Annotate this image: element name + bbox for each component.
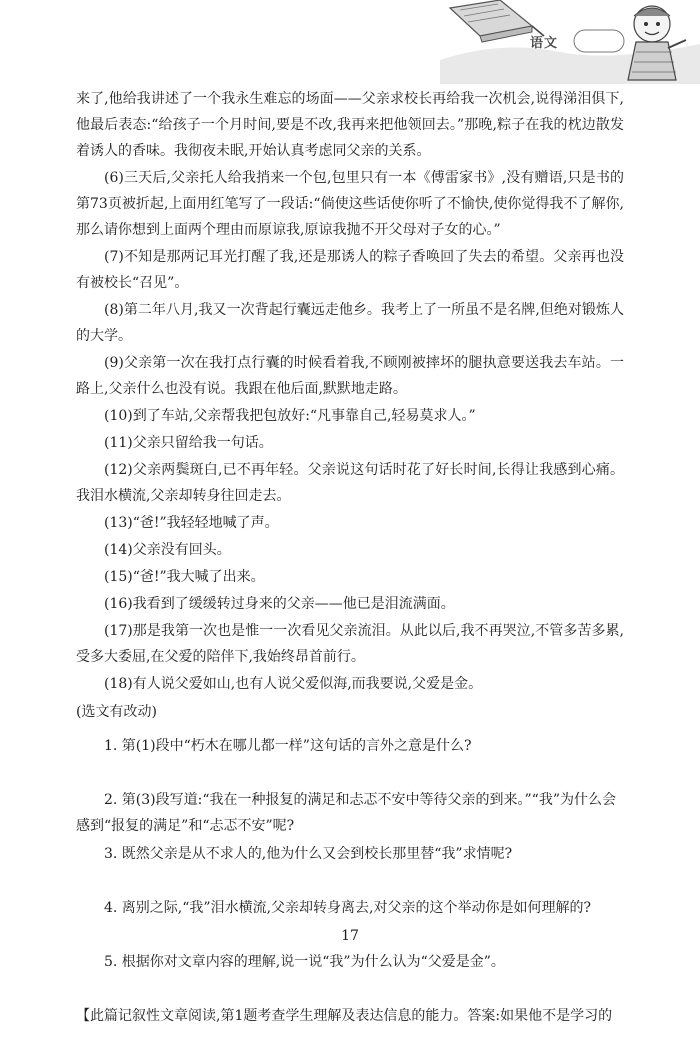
paragraph: 来了,他给我讲述了一个我永生难忘的场面——父亲求校长再给我一次机会,说得涕泪俱下,他最后表态:“给孩子一个月时间,要是不改,我再来把他领回去。”那晚,粽子在我的枕边散发着诱人的香味。我彻夜未眠,开始认真考虑同父亲的关系。 [76,91,624,159]
paragraph: (15)“爸!”我大喊了出来。 [104,569,265,585]
book-and-boy-icon [440,0,700,84]
paragraph: (11)父亲只留给我一句话。 [104,435,273,451]
answer-note: 【此篇记叙性文章阅读,第1题考查学生理解及表达信息的能力。答案:如果他不是学习的 [76,1008,613,1024]
paragraph: (18)有人说父爱如山,也有人说父爱似海,而我要说,父爱是金。 [104,676,483,692]
question-2: 2. 第(3)段写道:“我在一种报复的满足和忐忑不安中等待父亲的到来。”“我”为什么会感到“报复的满足”和“忐忑不安”呢? [76,792,616,834]
paragraph: (7)不知是那两记耳光打醒了我,还是那诱人的粽子香唤回了失去的希望。父亲再也没有被校长“召见”。 [76,249,624,291]
subject-label: 语文 [530,36,559,51]
question-3: 3. 既然父亲是从不求人的,他为什么又会到校长那里替“我”求情呢? [104,846,513,862]
paragraph: (9)父亲第一次在我打点行囊的时候看着我,不顾刚被摔坏的腿执意要送我去车站。一路上,父亲什么也没有说。我跟在他后面,默默地走路。 [76,355,624,397]
article-body [76,86,624,1043]
header-illustration [440,0,700,84]
paragraph: (14)父亲没有回头。 [104,542,231,558]
question-5: 5. 根据你对文章内容的理解,说一说“我”为什么认为“父爱是金”。 [104,954,505,970]
paragraph: (8)第二年八月,我又一次背起行囊远走他乡。我考上了一所虽不是名牌,但绝对锻炼人的大学。 [76,302,624,344]
source-note: (选文有改动) [76,704,157,720]
question-4: 4. 离别之际,“我”泪水横流,父亲却转身离去,对父亲的这个举动你是如何理解的? [104,900,591,916]
question-1: 1. 第(1)段中“朽木在哪儿都一样”这句话的言外之意是什么? [104,738,472,754]
paragraph: (6)三天后,父亲托人给我捎来一个包,包里只有一本《傅雷家书》,没有赠语,只是书的第73页被折起,上面用红笔写了一段话:“倘使这些话使你听了不愉快,使你觉得我不了解你,那么请你想到上面两个理由而原谅我,原谅我抛不开父母对子女的心。” [76,170,624,238]
paragraph: (16)我看到了缓缓转过身来的父亲——他已是泪流满面。 [104,596,455,612]
paragraph: (17)那是我第一次也是惟一一次看见父亲流泪。从此以后,我不再哭泣,不管多苦多累,受多大委屈,在父爱的陪伴下,我始终昂首前行。 [76,623,624,665]
paragraph: (10)到了车站,父亲帮我把包放好:“凡事靠自己,轻易莫求人。” [104,408,476,424]
paragraph: (12)父亲两鬓斑白,已不再年轻。父亲说这句话时花了好长时间,长得让我感到心痛。我泪水横流,父亲却转身往回走去。 [76,462,624,504]
page-number: 17 [341,928,359,944]
paragraph: (13)“爸!”我轻轻地喊了声。 [104,515,279,531]
